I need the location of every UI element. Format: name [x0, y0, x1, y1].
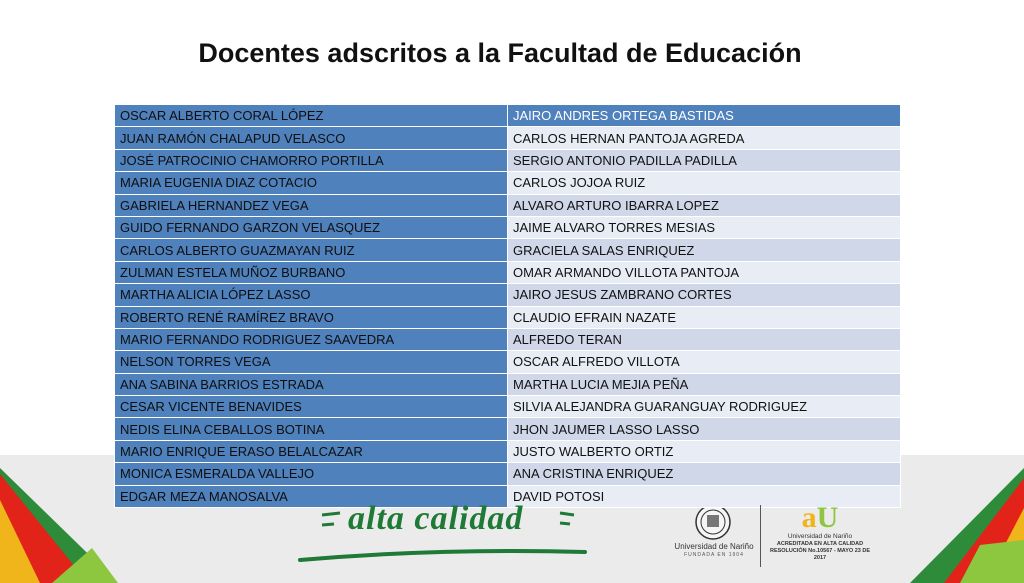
left-name-cell: EDGAR MEZA MANOSALVA: [115, 485, 508, 507]
left-name-cell: OSCAR ALBERTO CORAL LÓPEZ: [115, 105, 508, 127]
right-name-cell: JAIRO ANDRES ORTEGA BASTIDAS: [508, 105, 901, 127]
roster-body: [115, 105, 901, 508]
right-name-cell: ALVARO ARTURO IBARRA LOPEZ: [508, 194, 901, 216]
table-row: [115, 105, 901, 127]
faculty-roster-table: [114, 104, 901, 508]
left-name-cell: MARIO ENRIQUE ERASO BELALCAZAR: [115, 440, 508, 462]
right-name-cell: DAVID POTOSI: [508, 485, 901, 507]
table-row: [115, 440, 901, 462]
slogan-dash-left-2: [322, 524, 334, 525]
right-name-cell: SERGIO ANTONIO PADILLA PADILLA: [508, 149, 901, 171]
seal-spacer: [672, 498, 756, 542]
left-name-cell: JUAN RAMÓN CHALAPUD VELASCO: [115, 127, 508, 149]
right-name-cell: JAIRO JESUS ZAMBRANO CORTES: [508, 284, 901, 306]
table-row: [115, 261, 901, 283]
slogan-dash-right-2: [560, 523, 570, 524]
table-row: [115, 463, 901, 485]
accreditation-line-2: RESOLUCIÓN No.10567 - MAYO 23 DE 2017: [769, 548, 871, 561]
accreditation-line-1: ACREDITADA EN ALTA CALIDAD: [776, 541, 864, 547]
left-name-cell: ANA SABINA BARRIOS ESTRADA: [115, 373, 508, 395]
table-row: [115, 127, 901, 149]
university-name: Universidad de Nariño: [674, 542, 754, 551]
table-row: [115, 284, 901, 306]
right-name-cell: OSCAR ALFREDO VILLOTA: [508, 351, 901, 373]
table-row: [115, 194, 901, 216]
accreditation-logo-icon: [764, 503, 876, 562]
slogan-dash-right: [560, 513, 574, 515]
table-row: [115, 306, 901, 328]
university-logo: [672, 498, 756, 558]
left-name-cell: ZULMAN ESTELA MUÑOZ BURBANO: [115, 261, 508, 283]
table-row: [115, 351, 901, 373]
accreditation-university: Universidad de Nariño: [787, 533, 853, 540]
right-name-cell: OMAR ARMANDO VILLOTA PANTOJA: [508, 261, 901, 283]
table-row: [115, 149, 901, 171]
left-name-cell: NEDIS ELINA CEBALLOS BOTINA: [115, 418, 508, 440]
slogan-swoosh: [300, 551, 585, 560]
right-name-cell: ALFREDO TERAN: [508, 328, 901, 350]
accreditation-mark: [764, 503, 876, 533]
accreditation-mark-a: a: [801, 501, 817, 534]
left-name-cell: NELSON TORRES VEGA: [115, 351, 508, 373]
page-title: Docentes adscritos a la Facultad de Educación: [198, 38, 802, 68]
left-name-cell: ROBERTO RENÉ RAMÍREZ BRAVO: [115, 306, 508, 328]
left-name-cell: GUIDO FERNANDO GARZON VELASQUEZ: [115, 216, 508, 238]
left-name-cell: CESAR VICENTE BENAVIDES: [115, 396, 508, 418]
right-name-cell: JHON JAUMER LASSO LASSO: [508, 418, 901, 440]
right-name-cell: CARLOS HERNAN PANTOJA AGREDA: [508, 127, 901, 149]
left-name-cell: MARTHA ALICIA LÓPEZ LASSO: [115, 284, 508, 306]
right-name-cell: MARTHA LUCIA MEJIA PEÑA: [508, 373, 901, 395]
university-founded: FUNDADA EN 1904: [684, 552, 744, 558]
right-name-cell: JAIME ALVARO TORRES MESIAS: [508, 216, 901, 238]
logo-divider: [760, 505, 761, 567]
right-name-cell: ANA CRISTINA ENRIQUEZ: [508, 463, 901, 485]
left-name-cell: JOSÉ PATROCINIO CHAMORRO PORTILLA: [115, 149, 508, 171]
right-name-cell: CARLOS JOJOA RUIZ: [508, 172, 901, 194]
left-name-cell: MARIO FERNANDO RODRIGUEZ SAAVEDRA: [115, 328, 508, 350]
table-row: [115, 373, 901, 395]
accreditation-mark-u: U: [816, 501, 839, 534]
right-name-cell: CLAUDIO EFRAIN NAZATE: [508, 306, 901, 328]
left-name-cell: MARIA EUGENIA DIAZ COTACIO: [115, 172, 508, 194]
right-name-cell: GRACIELA SALAS ENRIQUEZ: [508, 239, 901, 261]
slogan: alta calidad: [348, 500, 524, 537]
left-name-cell: MONICA ESMERALDA VALLEJO: [115, 463, 508, 485]
right-name-cell: JUSTO WALBERTO ORTIZ: [508, 440, 901, 462]
table-row: [115, 328, 901, 350]
left-name-cell: CARLOS ALBERTO GUAZMAYAN RUIZ: [115, 239, 508, 261]
slogan-dash-left: [322, 513, 340, 515]
table-row: [115, 396, 901, 418]
left-name-cell: GABRIELA HERNANDEZ VEGA: [115, 194, 508, 216]
table-row: [115, 172, 901, 194]
table-row: [115, 239, 901, 261]
right-name-cell: SILVIA ALEJANDRA GUARANGUAY RODRIGUEZ: [508, 396, 901, 418]
table-row: [115, 418, 901, 440]
table-row: [115, 216, 901, 238]
